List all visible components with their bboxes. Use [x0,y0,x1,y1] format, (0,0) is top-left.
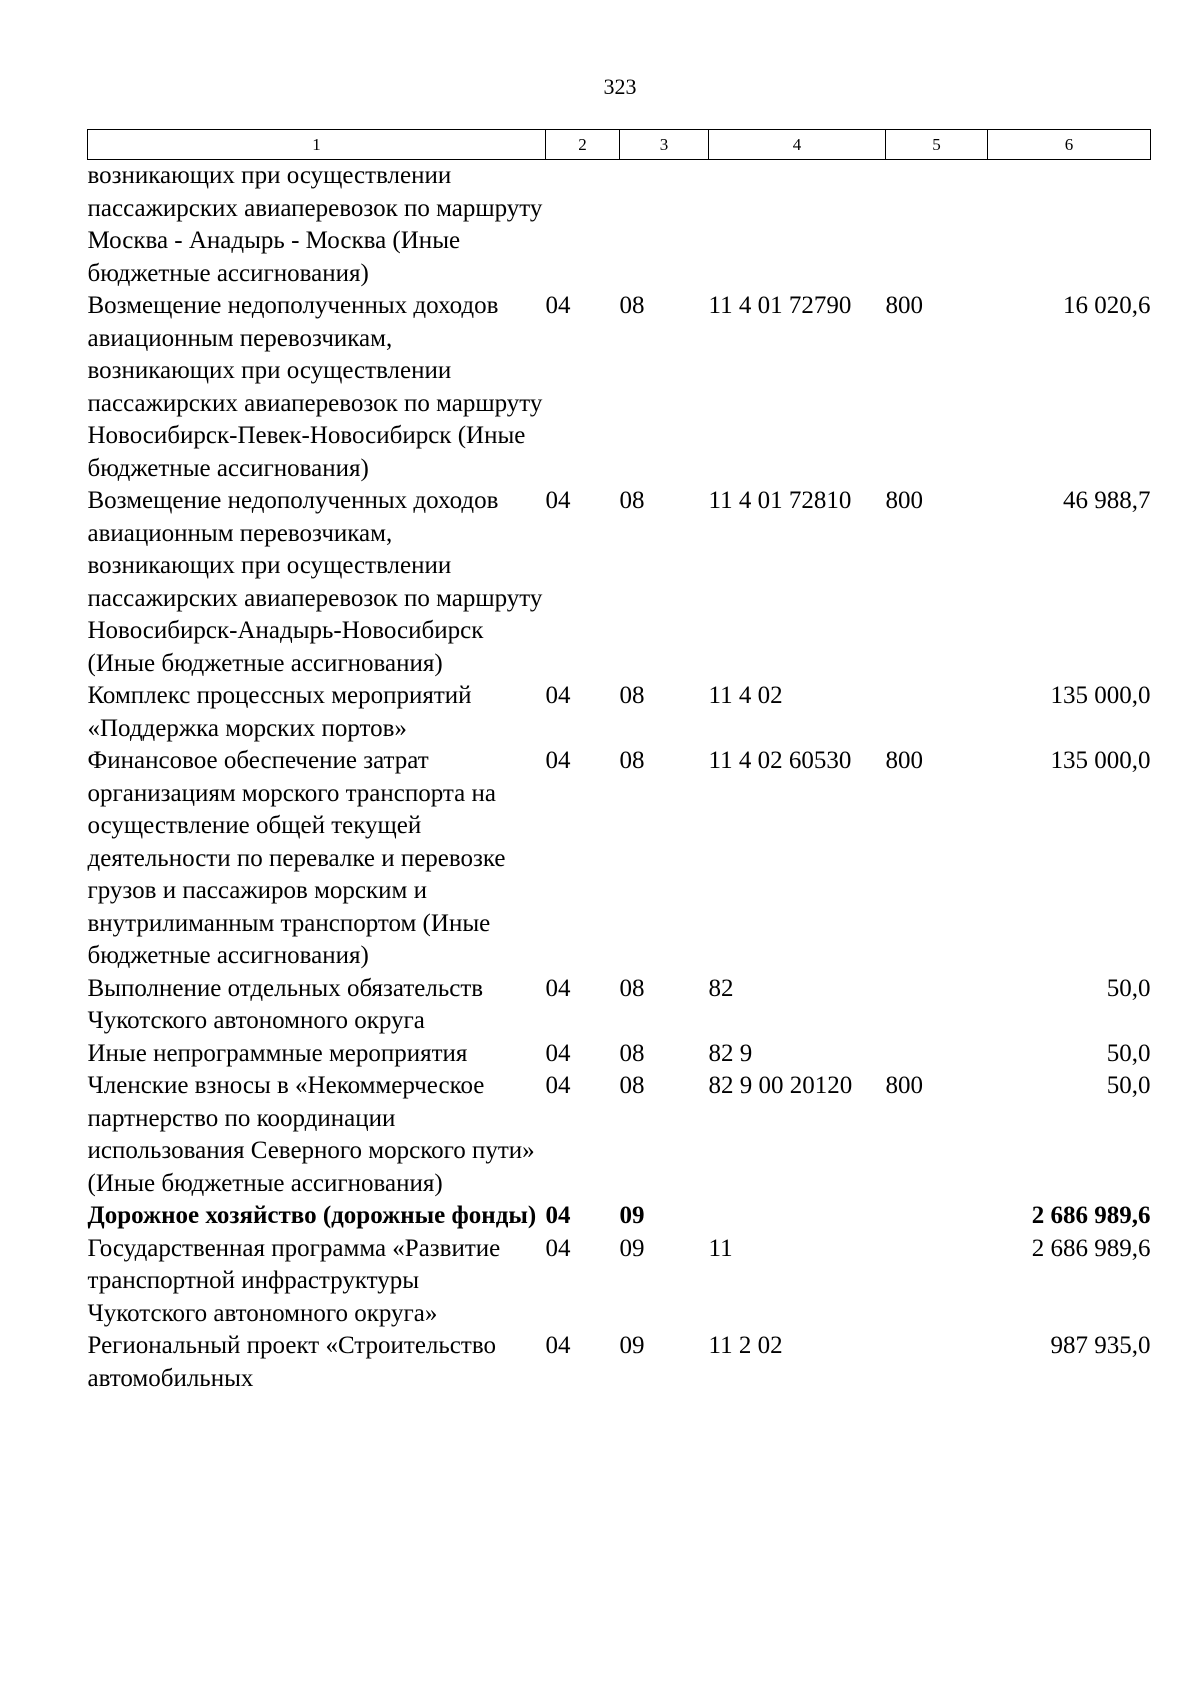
page-number: 323 [603,74,637,99]
header-cell-2: 2 [546,130,620,160]
header-cell-3: 3 [620,130,709,160]
expense-type-cell [886,1330,988,1395]
name-cell: Иные непрограммные мероприятия [87,1039,468,1067]
target-article-cell [709,1200,886,1233]
target-article-cell: 11 4 01 72810 [708,487,852,514]
subsection-code-cell: 08 [619,974,645,1002]
expense-type-cell [886,680,988,745]
amount-cell: 50,0 [1106,1072,1151,1099]
subsection-code-cell: 08 [619,1072,645,1099]
name-cell: Возмещение недополученных доходов авиационным перевозчикам, возникающих при осуществлении пассажирских авиаперевозок по маршруту Новосибирск-Певек-Новосибирск (Иные бюджетные ассигнования) [87,292,543,482]
header-cell-4: 4 [709,130,886,160]
table-row [88,745,1151,973]
subsection-code-cell: 08 [619,1039,645,1067]
target-article-cell: 82 9 00 20120 [708,1072,853,1099]
target-article-cell: 11 4 02 60530 [708,747,852,774]
amount-cell [988,160,1151,291]
expense-type-cell [886,1038,988,1071]
amount-cell: 2 686 989,6 [1031,1234,1151,1262]
section-code-cell: 04 [545,1234,571,1262]
table-row [88,680,1151,745]
table-row [88,1038,1151,1071]
header-cell-6: 6 [988,130,1151,160]
table-row [88,1200,1151,1233]
section-code-cell: 04 [545,747,571,774]
table-row [88,1330,1151,1395]
amount-cell: 16 020,6 [1063,292,1151,319]
subsection-code-cell: 09 [619,1234,645,1262]
section-code-cell: 04 [545,1332,571,1359]
expense-type-cell [886,1233,988,1331]
expense-type-cell: 800 [885,292,923,319]
table-row [88,1070,1151,1200]
subsection-code-cell: 09 [619,1202,645,1229]
table-row [88,973,1151,1038]
amount-cell: 50,0 [1106,974,1151,1002]
target-article-cell: 11 4 02 [708,682,783,709]
target-article-cell [709,160,886,291]
name-cell: Государственная программа «Развитие транспортной инфраструктуры Чукотского автономного округа» [87,1234,501,1327]
table-row [88,485,1151,680]
name-cell: Комплекс процессных мероприятий «Поддержка морских портов» [87,682,472,742]
target-article-cell: 11 2 02 [708,1332,783,1359]
amount-cell: 135 000,0 [1050,747,1151,774]
table-header-row [88,130,1151,160]
name-cell: Финансовое обеспечение затрат организациям морского транспорта на осуществление общей текущей деятельности по перевалке и перевозке грузов и пассажиров морским и внутрилиманным транспортом (Иные бюджетные ассигнования) [87,747,506,969]
name-cell: Возмещение недополученных доходов авиационным перевозчикам, возникающих при осуществлении пассажирских авиаперевозок по маршруту Новосибирск-Анадырь-Новосибирск (Иные бюджетные ассигнования) [87,487,543,677]
section-code-cell: 04 [545,1072,571,1099]
name-cell: Выполнение отдельных обязательств Чукотского автономного округа [87,974,484,1034]
subsection-code-cell: 09 [619,1332,645,1359]
subsection-code-cell: 08 [619,682,645,709]
target-article-cell: 82 9 [708,1039,753,1067]
table-row [88,1233,1151,1331]
amount-cell: 46 988,7 [1063,487,1151,514]
section-code-cell: 04 [545,974,571,1002]
table-body [88,160,1151,1396]
expense-type-cell: 800 [885,1072,923,1099]
header-cell-5: 5 [886,130,988,160]
name-cell: Региональный проект «Строительство автомобильных [87,1332,496,1392]
subsection-code-cell: 08 [619,487,645,514]
expense-type-cell [886,160,988,291]
table-row [88,160,1151,291]
table-row [88,290,1151,485]
subsection-code-cell [620,160,709,291]
subsection-code-cell: 08 [619,747,645,774]
name-cell: Дорожное хозяйство (дорожные фонды) [87,1202,537,1229]
amount-cell: 987 935,0 [1050,1332,1151,1359]
amount-cell: 135 000,0 [1050,682,1151,709]
expense-type-cell [886,973,988,1038]
budget-table [87,129,1151,1395]
section-code-cell [546,160,620,291]
section-code-cell: 04 [545,487,571,514]
amount-cell: 50,0 [1106,1039,1151,1067]
expense-type-cell: 800 [885,487,923,514]
header-cell-1: 1 [88,130,546,160]
expense-type-cell: 800 [885,747,923,774]
section-code-cell: 04 [545,682,571,709]
amount-cell: 2 686 989,6 [1031,1202,1151,1229]
subsection-code-cell: 08 [619,292,645,319]
expense-type-cell [886,1200,988,1233]
name-cell: Членские взносы в «Некоммерческое партнерство по координации использования Северного морского пути» (Иные бюджетные ассигнования) [87,1072,535,1197]
target-article-cell: 82 [708,974,734,1002]
section-code-cell: 04 [545,1202,571,1229]
section-code-cell: 04 [545,1039,571,1067]
section-code-cell: 04 [545,292,571,319]
target-article-cell: 11 4 01 72790 [708,292,852,319]
name-cell: возникающих при осуществлении пассажирских авиаперевозок по маршруту Москва - Анадырь - Москва (Иные бюджетные ассигнования) [87,162,543,287]
target-article-cell: 11 [708,1234,733,1262]
